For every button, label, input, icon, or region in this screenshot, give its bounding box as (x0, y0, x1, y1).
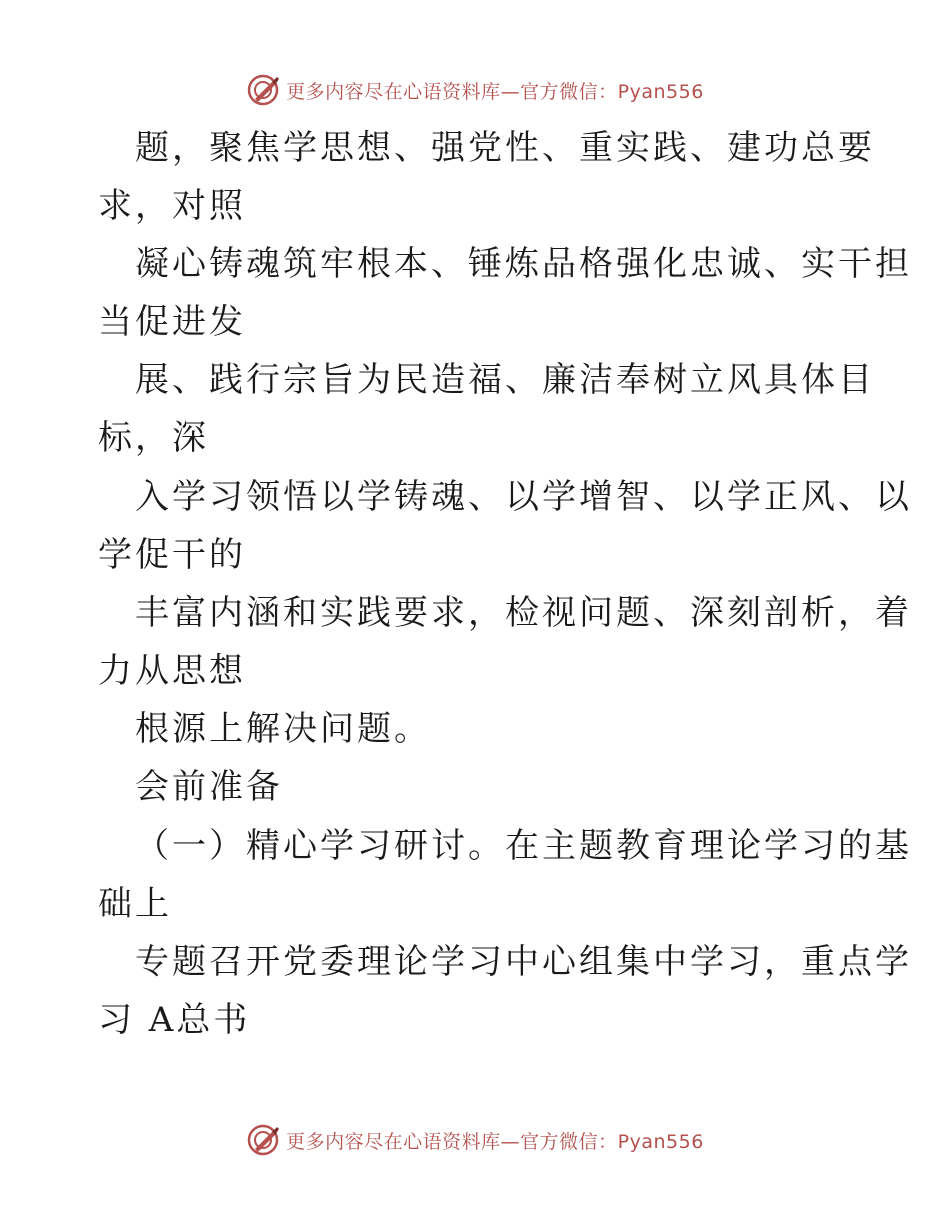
brand-logo-icon (246, 1123, 280, 1157)
body-line: 丰富内涵和实践要求，检视问题、深刻剖析，着 (135, 593, 912, 633)
header-banner-text: 更多内容尽在心语资料库—官方微信：Pyan556 (286, 80, 704, 103)
footer-banner-content (246, 1123, 704, 1157)
header-banner-content (246, 73, 704, 107)
brand-logo-icon (246, 73, 280, 107)
body-line: 展、践行宗旨为民造福、廉洁奉树立风具体目 (135, 360, 875, 400)
body-line: 当促进发 (98, 302, 246, 342)
body-line: 凝心铸魂筑牢根本、锤炼品格强化忠诚、实干担 (135, 244, 912, 284)
body-line: 求，对照 (98, 186, 246, 226)
footer-banner-text: 更多内容尽在心语资料库—官方微信：Pyan556 (286, 1130, 704, 1153)
body-line: 础上 (98, 884, 172, 924)
body-line: 题，聚焦学思想、强党性、重实践、建功总要 (135, 128, 875, 168)
body-line: （一）精心学习研讨。在主题教育理论学习的基 (135, 826, 912, 866)
section-heading: 会前准备 (135, 767, 283, 807)
body-line: 标，深 (98, 418, 209, 458)
body-line: 习 A总书 (98, 1000, 251, 1040)
body-line: 入学习领悟以学铸魂、以学增智、以学正风、以 (135, 477, 912, 517)
body-line: 专题召开党委理论学习中心组集中学习，重点学 (135, 942, 912, 982)
header-banner (0, 70, 950, 110)
body-line: 力从思想 (98, 651, 246, 691)
body-line: 根源上解决问题。 (135, 709, 431, 749)
body-line: 学促干的 (98, 535, 246, 575)
footer-banner (0, 1120, 950, 1160)
